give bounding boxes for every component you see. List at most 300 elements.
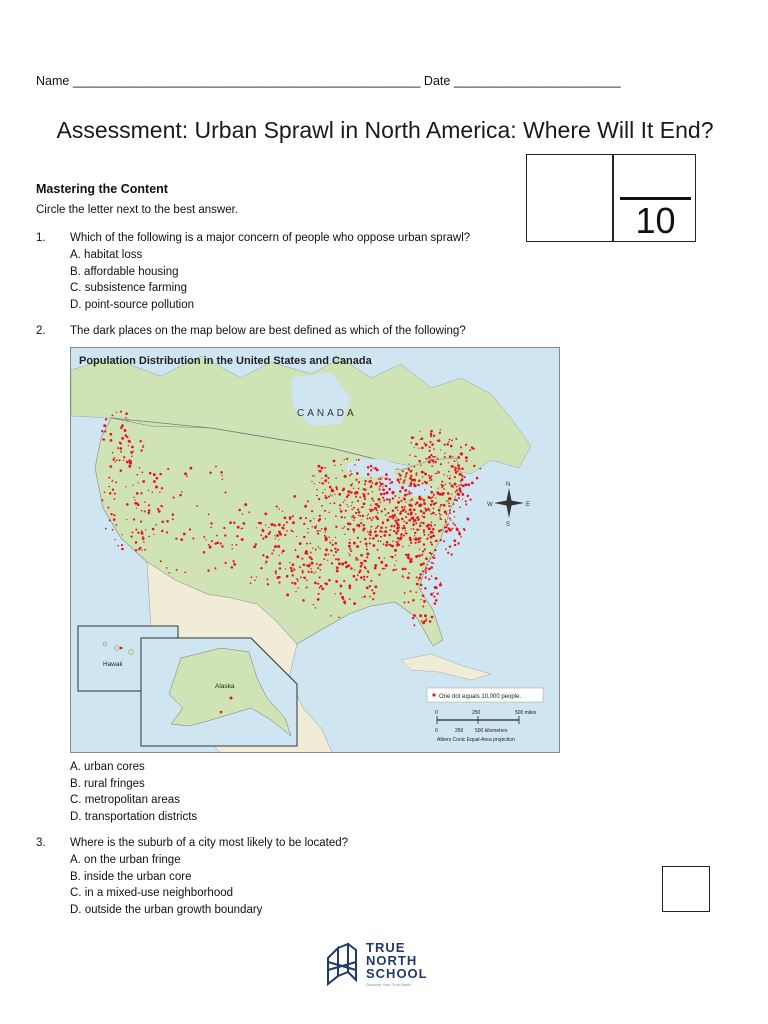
population-dot (137, 482, 138, 483)
population-dot (402, 575, 404, 577)
population-dot (450, 445, 453, 448)
population-dot (467, 484, 469, 486)
population-dot (157, 508, 159, 510)
population-dot (435, 540, 436, 541)
population-dot (453, 523, 455, 525)
population-dot (401, 533, 403, 535)
population-dot (409, 539, 412, 542)
population-dot (278, 539, 279, 540)
option-a[interactable]: A. on the urban fringe (70, 854, 181, 866)
population-dot (141, 510, 143, 512)
population-dot (316, 495, 318, 497)
question-2-options (70, 759, 197, 825)
population-dot (223, 527, 225, 529)
population-dot (221, 545, 223, 547)
population-dot (306, 565, 308, 567)
population-dot (430, 459, 432, 461)
population-dot (450, 519, 451, 520)
population-dot (337, 549, 339, 551)
population-dot (419, 498, 421, 500)
population-dot (417, 484, 419, 486)
population-dot (102, 438, 104, 440)
population-dot (401, 506, 403, 508)
population-dot (394, 513, 395, 514)
population-dot (114, 457, 115, 458)
population-dot (334, 593, 335, 594)
population-dot (134, 499, 135, 500)
population-dot (434, 524, 436, 526)
population-dot (126, 519, 127, 520)
logo-line-1: TRUE (366, 940, 406, 955)
population-dot (294, 569, 296, 571)
population-dot (393, 530, 395, 532)
population-dot (354, 569, 355, 570)
population-dot (126, 503, 129, 506)
population-dot (310, 558, 312, 560)
population-dot (351, 516, 353, 518)
population-dot (363, 578, 365, 580)
population-dot (330, 503, 331, 504)
population-dot (289, 562, 290, 563)
population-dot (121, 437, 124, 440)
population-dot (242, 513, 243, 514)
school-logo (326, 940, 456, 990)
population-dot (420, 522, 422, 524)
population-dot (370, 580, 372, 582)
population-dot (366, 587, 369, 590)
population-dot (349, 587, 352, 590)
population-dot (425, 569, 427, 571)
population-dot (192, 538, 194, 540)
population-dot (410, 442, 412, 444)
population-dot (331, 488, 333, 490)
population-dot (241, 538, 244, 541)
population-dot (363, 576, 365, 578)
population-dot (397, 501, 399, 503)
population-dot (458, 533, 461, 536)
population-dot (319, 482, 320, 483)
population-dot (116, 459, 118, 461)
population-dot (173, 497, 175, 499)
population-dot (276, 506, 278, 508)
population-dot (416, 576, 418, 578)
population-dot (144, 501, 145, 502)
population-dot (343, 580, 345, 582)
population-dot (303, 536, 306, 539)
population-dot (110, 465, 113, 468)
option-b[interactable]: B. affordable housing (70, 265, 179, 278)
population-dot (292, 531, 293, 532)
population-dot (428, 496, 431, 499)
population-dot (318, 470, 319, 471)
logo-line-3: SCHOOL (366, 966, 428, 981)
population-dot (415, 591, 417, 593)
population-dot (332, 540, 333, 541)
population-dot (273, 549, 275, 551)
population-dot (133, 497, 134, 498)
population-dot (327, 477, 329, 479)
population-dot (356, 491, 359, 494)
population-dot (320, 467, 323, 470)
population-dot (145, 529, 146, 530)
population-dot (379, 486, 381, 488)
population-dot (367, 466, 370, 469)
population-dot (435, 577, 438, 580)
population-dot (411, 517, 414, 520)
population-dot (334, 465, 336, 467)
population-dot (413, 509, 416, 512)
population-dot (347, 528, 349, 530)
population-dot (440, 430, 441, 431)
population-dot (408, 470, 409, 471)
population-dot (355, 579, 357, 581)
population-dot (279, 562, 282, 565)
population-dot (335, 478, 336, 479)
population-dot (382, 522, 384, 524)
population-dot (382, 531, 384, 533)
population-dot (383, 534, 386, 537)
population-dot (397, 479, 400, 482)
population-dot (365, 568, 367, 570)
population-dot (319, 548, 320, 549)
population-dot (372, 537, 375, 540)
population-dot (444, 526, 446, 528)
population-dot (325, 531, 326, 532)
population-dot (141, 532, 144, 535)
population-dot (427, 508, 428, 509)
population-dot (232, 548, 233, 549)
population-dot (338, 562, 341, 565)
option-c[interactable]: C. subsistence farming (70, 282, 187, 294)
population-dot (430, 593, 433, 596)
population-dot (421, 588, 422, 589)
population-dot (196, 505, 198, 507)
option-d[interactable]: D. point-source pollution (70, 298, 195, 311)
population-dot (422, 476, 424, 478)
population-dot (355, 559, 357, 561)
population-dot (314, 518, 315, 519)
population-dot (268, 532, 271, 535)
population-dot (119, 447, 122, 450)
population-dot (449, 512, 451, 514)
population-dot (307, 528, 308, 529)
population-dot (352, 483, 353, 484)
population-dot (133, 518, 135, 520)
population-dot (429, 441, 431, 443)
population-dot (367, 515, 368, 516)
population-dot (358, 571, 360, 573)
population-dot (353, 602, 356, 605)
population-dot (437, 458, 439, 460)
option-a[interactable]: A. habitat loss (70, 249, 143, 261)
population-dot (435, 514, 437, 516)
population-dot (368, 533, 370, 535)
date-blank[interactable]: ________________________ (453, 74, 621, 88)
population-dot (360, 522, 362, 524)
population-dot (321, 478, 322, 479)
population-dot (107, 507, 109, 509)
population-dot (292, 563, 295, 566)
population-dot (143, 541, 145, 543)
population-dot (265, 525, 266, 526)
population-dot (403, 527, 405, 529)
population-dot (408, 572, 410, 574)
population-dot (418, 554, 421, 557)
population-dot (181, 491, 183, 493)
population-dot (419, 573, 422, 576)
population-dot (344, 475, 347, 478)
population-dot (376, 509, 378, 511)
population-dot (135, 549, 137, 551)
population-dot (144, 510, 146, 512)
population-dot (406, 516, 408, 518)
population-dot (398, 481, 400, 483)
population-dot (233, 522, 235, 524)
population-dot (411, 493, 413, 495)
population-dot (278, 531, 281, 534)
population-dot (371, 526, 373, 528)
population-dot (403, 498, 404, 499)
population-dot (455, 471, 458, 474)
population-dot (447, 476, 448, 477)
population-dot (389, 482, 391, 484)
population-map (70, 347, 560, 753)
population-dot (259, 522, 262, 525)
population-dot (333, 502, 335, 504)
population-dot (465, 456, 468, 459)
population-dot (415, 522, 417, 524)
population-dot (360, 565, 363, 568)
population-dot (466, 503, 467, 504)
option-d[interactable]: D. outside the urban growth boundary (70, 903, 263, 916)
population-dot (381, 510, 383, 512)
population-dot (148, 504, 150, 506)
population-dot (410, 484, 412, 486)
population-dot (318, 498, 320, 500)
population-dot (431, 500, 434, 503)
option-b[interactable]: B. inside the urban core (70, 870, 192, 883)
population-dot (439, 506, 441, 508)
population-dot (124, 429, 127, 432)
population-dot (360, 576, 363, 579)
population-dot (454, 467, 456, 469)
population-dot (167, 468, 169, 470)
population-dot (353, 542, 356, 545)
population-dot (143, 445, 145, 447)
population-dot (430, 435, 432, 437)
population-dot (423, 620, 425, 622)
population-dot (248, 511, 250, 513)
population-dot (405, 475, 406, 476)
population-dot (318, 593, 320, 595)
option-c[interactable]: C. metropolitan areas (70, 794, 180, 806)
population-dot (412, 523, 415, 526)
population-dot (344, 526, 345, 527)
population-dot (413, 485, 416, 488)
population-dot (429, 446, 431, 448)
option-a[interactable]: A. urban cores (70, 761, 145, 773)
population-dot (382, 486, 383, 487)
population-dot (160, 505, 162, 507)
population-dot (445, 548, 447, 550)
population-dot (454, 460, 456, 462)
name-label: Name (36, 74, 70, 88)
population-dot (446, 500, 447, 501)
population-dot (315, 607, 316, 608)
population-dot (461, 468, 464, 471)
population-dot (448, 502, 450, 504)
population-dot (389, 529, 391, 531)
population-dot (370, 529, 372, 531)
population-dot (351, 509, 353, 511)
population-dot (374, 564, 377, 567)
population-dot (410, 475, 412, 477)
population-dot (362, 597, 363, 598)
population-dot (139, 467, 141, 469)
population-dot (371, 482, 373, 484)
population-dot (462, 476, 463, 477)
population-dot (363, 560, 364, 561)
population-dot (410, 511, 413, 514)
population-dot (117, 447, 119, 449)
population-dot (420, 510, 423, 513)
population-dot (437, 471, 438, 472)
population-dot (335, 515, 337, 517)
population-dot (317, 598, 320, 601)
population-dot (120, 451, 122, 453)
population-dot (293, 495, 296, 498)
population-dot (284, 517, 287, 520)
population-dot (155, 524, 157, 526)
question-1-text: Which of the following is a major concern of people who oppose urban sprawl? (70, 232, 471, 244)
population-dot (275, 573, 277, 575)
population-dot (396, 522, 399, 525)
population-dot (434, 549, 436, 551)
population-dot (428, 527, 431, 530)
population-dot (430, 566, 433, 569)
population-dot (386, 519, 389, 522)
population-dot (119, 441, 121, 443)
population-dot (408, 601, 410, 603)
population-dot (224, 534, 226, 536)
population-dot (377, 512, 379, 514)
population-dot (113, 518, 116, 521)
population-dot (318, 546, 320, 548)
population-dot (275, 538, 276, 539)
population-dot (421, 521, 422, 522)
population-dot (282, 550, 284, 552)
population-dot (403, 482, 405, 484)
population-dot (335, 526, 337, 528)
population-dot (402, 546, 403, 547)
population-dot (360, 541, 362, 543)
population-dot (241, 528, 243, 530)
population-dot (418, 577, 421, 580)
population-dot (184, 472, 187, 475)
answer-box[interactable] (662, 866, 710, 912)
population-dot (445, 512, 447, 514)
population-dot (431, 575, 432, 576)
population-dot (392, 540, 394, 542)
population-dot (371, 589, 373, 591)
population-dot (404, 602, 406, 604)
population-dot (455, 491, 457, 493)
population-dot (435, 473, 436, 474)
population-dot (296, 555, 299, 558)
population-dot (451, 439, 453, 441)
population-dot (295, 591, 296, 592)
population-dot (325, 496, 328, 499)
population-dot (429, 620, 432, 623)
option-b[interactable]: B. rural fringes (70, 777, 145, 790)
population-dot (125, 417, 127, 419)
population-dot (283, 524, 285, 526)
population-dot (362, 524, 364, 526)
population-dot (262, 529, 265, 532)
population-dot (123, 459, 124, 460)
population-dot (454, 483, 457, 486)
population-dot (379, 481, 381, 483)
population-dot (445, 521, 447, 523)
option-d[interactable]: D. transportation districts (70, 810, 198, 823)
population-dot (255, 543, 257, 545)
population-dot (403, 480, 405, 482)
population-dot (300, 576, 302, 578)
population-dot (369, 596, 371, 598)
population-dot (479, 468, 481, 470)
population-dot (400, 478, 402, 480)
population-dot (442, 485, 444, 487)
population-dot (330, 549, 332, 551)
population-dot (253, 545, 256, 548)
population-dot (437, 593, 439, 595)
population-dot (439, 432, 441, 434)
population-dot (281, 526, 283, 528)
question-1-number: 1. (36, 232, 46, 244)
population-dot (345, 565, 348, 568)
population-dot (431, 526, 432, 527)
population-dot (471, 482, 474, 485)
population-dot (424, 587, 426, 589)
population-dot (413, 614, 416, 617)
population-dot (421, 447, 424, 450)
population-dot (426, 525, 428, 527)
population-dot (378, 498, 381, 501)
population-dot (382, 497, 384, 499)
population-dot (271, 523, 274, 526)
population-dot (355, 557, 357, 559)
population-dot (449, 545, 451, 547)
population-dot (209, 471, 211, 473)
population-dot (401, 518, 404, 521)
name-date-line (36, 74, 621, 88)
population-dot (450, 475, 451, 476)
population-dot (433, 508, 435, 510)
population-dot (328, 554, 330, 556)
population-dot (304, 505, 307, 508)
option-c[interactable]: C. in a mixed-use neighborhood (70, 887, 234, 899)
population-dot (413, 624, 415, 626)
population-dot (368, 513, 370, 515)
population-dot (429, 510, 430, 511)
population-dot (440, 539, 442, 541)
population-dot (210, 527, 212, 529)
name-blank[interactable]: __________________________________________________ (72, 74, 421, 88)
population-dot (101, 430, 103, 432)
population-dot (449, 517, 451, 519)
population-dot (425, 557, 428, 560)
population-dot (407, 576, 410, 579)
